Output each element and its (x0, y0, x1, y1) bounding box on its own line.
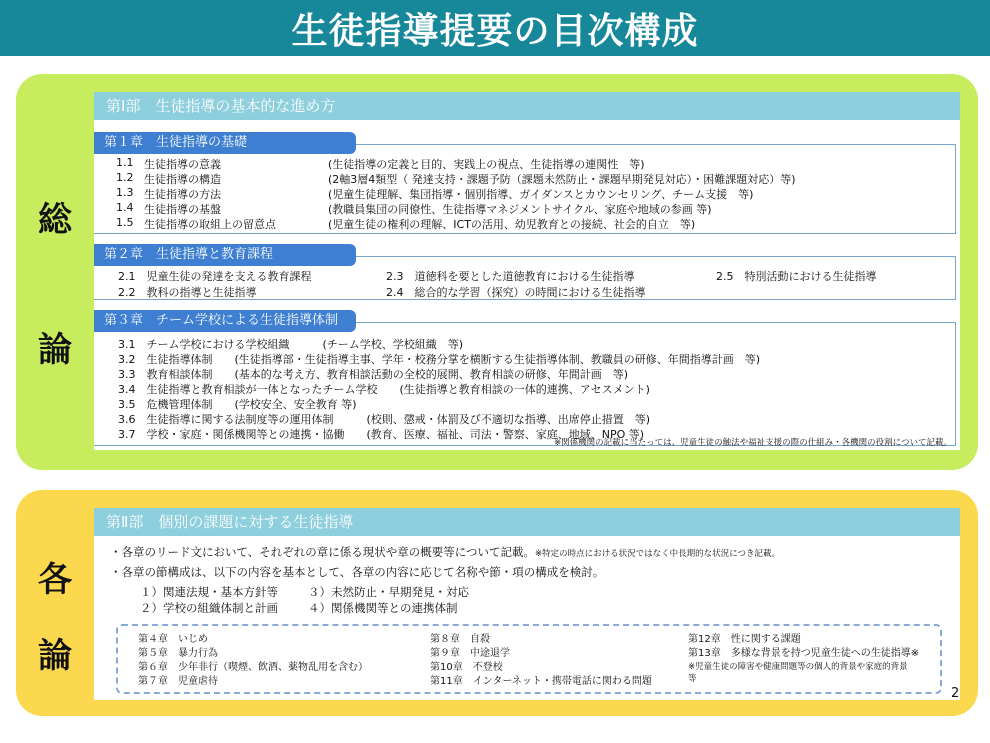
bullet1-note: ※特定の時点における状況ではなく中長期的な状況につき記載。 (535, 549, 781, 559)
ch1-item-num: 1.2 (116, 171, 134, 184)
chapter-item: 第10章 不登校 (430, 662, 503, 673)
part1-panel (94, 92, 960, 450)
part2-bullet-1 (110, 544, 780, 560)
chapter-item: 第11章 インターネット・携帯電話に関わる問題 (430, 676, 652, 687)
ch1-item-title: 生徒指導の構造 (144, 173, 221, 186)
title-bar (0, 0, 990, 56)
ch2-item: 2.3 道徳科を要とした道徳教育における生徒指導 (386, 270, 635, 283)
structure-item: １）関連法規・基本方針等 (140, 585, 278, 599)
chapter-item: 第５章 暴力行為 (138, 648, 218, 659)
section-label-kaku-2: 論 (38, 636, 72, 676)
ch1-item-num: 1.3 (116, 186, 134, 199)
ch2-item: 2.1 児童生徒の発達を支える教育課程 (118, 270, 312, 283)
ch1-item-title: 生徒指導の取組上の留意点 (144, 218, 276, 231)
ch1-item-title: 生徒指導の意義 (144, 158, 221, 171)
chapter-note: 等 (688, 674, 697, 684)
ch3-item: 3.2 生徒指導体制 (生徒指導部・生徒指導主事、学年・校務分掌を横断する生徒指導体制、教職員の研修、年間指導計画 等) (118, 353, 761, 366)
ch3-note: ※関係機関の記載に当たっては、児童生徒の触法や福祉支援の際の仕組み・各機関の役割について記載。 (554, 438, 952, 448)
structure-item: ４）関係機関等との連携体制 (308, 601, 458, 615)
part1-header: 第Ⅰ部 生徒指導の基本的な進め方 (94, 92, 960, 120)
ch1-item-num: 1.4 (116, 201, 134, 214)
part2-bullet-2: ・各章の節構成は、以下の内容を基本として、各章の内容に応じて名称や節・項の構成を検討。 (110, 565, 605, 579)
chapter2-tab: 第２章 生徒指導と教育課程 (94, 244, 356, 266)
ch1-item-num: 1.1 (116, 156, 134, 169)
section-label-sou-1: 総 (38, 200, 72, 240)
chapter1-tab: 第１章 生徒指導の基礎 (94, 132, 356, 154)
ch1-item-desc: (2軸3層4類型（ 発達支持・課題予防（課題未然防止・課題早期発見対応）・困難課題対応）等) (328, 173, 796, 186)
ch1-item-desc: (児童生徒の権利の理解、ICTの活用、幼児教育との接続、社会的自立 等) (328, 218, 696, 231)
ch3-item: 3.1 チーム学校における学校組織 (チーム学校、学校組織 等) (118, 338, 464, 351)
ch1-item-title: 生徒指導の基盤 (144, 203, 221, 216)
ch3-item: 3.5 危機管理体制 (学校安全、安全教育 等) (118, 398, 357, 411)
structure-item: ３）未然防止・早期発見・対応 (308, 585, 469, 599)
ch2-item: 2.2 教科の指導と生徒指導 (118, 286, 257, 299)
chapter3-tab: 第３章 チーム学校による生徒指導体制 (94, 310, 356, 332)
page-title: 生徒指導提要の目次構成 (291, 10, 699, 52)
chapter-item: 第８章 自殺 (430, 634, 490, 645)
ch1-item-title: 生徒指導の方法 (144, 188, 221, 201)
chapter-note: ※児童生徒の障害や健康問題等の個人的背景や家庭的背景 (688, 662, 908, 672)
chapter-item: 第７章 児童虐待 (138, 676, 218, 687)
ch3-item: 3.4 生徒指導と教育相談が一体となったチーム学校 (生徒指導と教育相談の一体的連携、アセスメント) (118, 383, 650, 396)
section-label-sou-2: 論 (38, 330, 72, 370)
chapter-item: 第６章 少年非行（喫煙、飲酒、薬物乱用を含む） (138, 662, 368, 673)
chapter-item: 第４章 いじめ (138, 634, 208, 645)
chapter-item: 第９章 中途退学 (430, 648, 510, 659)
ch3-item: 3.3 教育相談体制 (基本的な考え方、教育相談活動の全校的展開、教育相談の研修、年間計画 等) (118, 368, 629, 381)
ch1-item-desc: (教職員集団の同僚性、生徒指導マネジメントサイクル、家庭や地域の参画 等) (328, 203, 712, 216)
chapter-item: 第12章 性に関する課題 (688, 634, 801, 645)
bullet1-text: ・各章のリード文において、それぞれの章に係る現状や章の概要等について記載。 (110, 545, 536, 559)
page-number: 2 (951, 686, 960, 701)
ch3-item: 3.7 学校・家庭・関係機関等との連携・協働 (教育、医療、福祉、司法・警察、家庭、地域、NPO 等) (118, 428, 645, 441)
structure-item: ２）学校の組織体制と計画 (140, 601, 278, 615)
part2-panel (94, 508, 960, 700)
ch1-item-desc: (児童生徒理解、集団指導・個別指導、ガイダンスとカウンセリング、チーム支援 等) (328, 188, 754, 201)
part2-header: 第Ⅱ部 個別の課題に対する生徒指導 (94, 508, 960, 536)
ch3-item: 3.6 生徒指導に関する法制度等の運用体制 (校則、懲戒・体罰及び不適切な指導、出席停止措置 等) (118, 413, 651, 426)
ch2-item: 2.5 特別活動における生徒指導 (716, 270, 877, 283)
ch1-item-desc: (生徒指導の定義と目的、実践上の視点、生徒指導の連関性 等) (328, 158, 645, 171)
chapter-item: 第13章 多様な背景を持つ児童生徒への生徒指導※ (688, 648, 920, 659)
ch2-item: 2.4 総合的な学習（探究）の時間における生徒指導 (386, 286, 646, 299)
section-label-kaku-1: 各 (38, 560, 72, 600)
ch1-item-num: 1.5 (116, 216, 134, 229)
